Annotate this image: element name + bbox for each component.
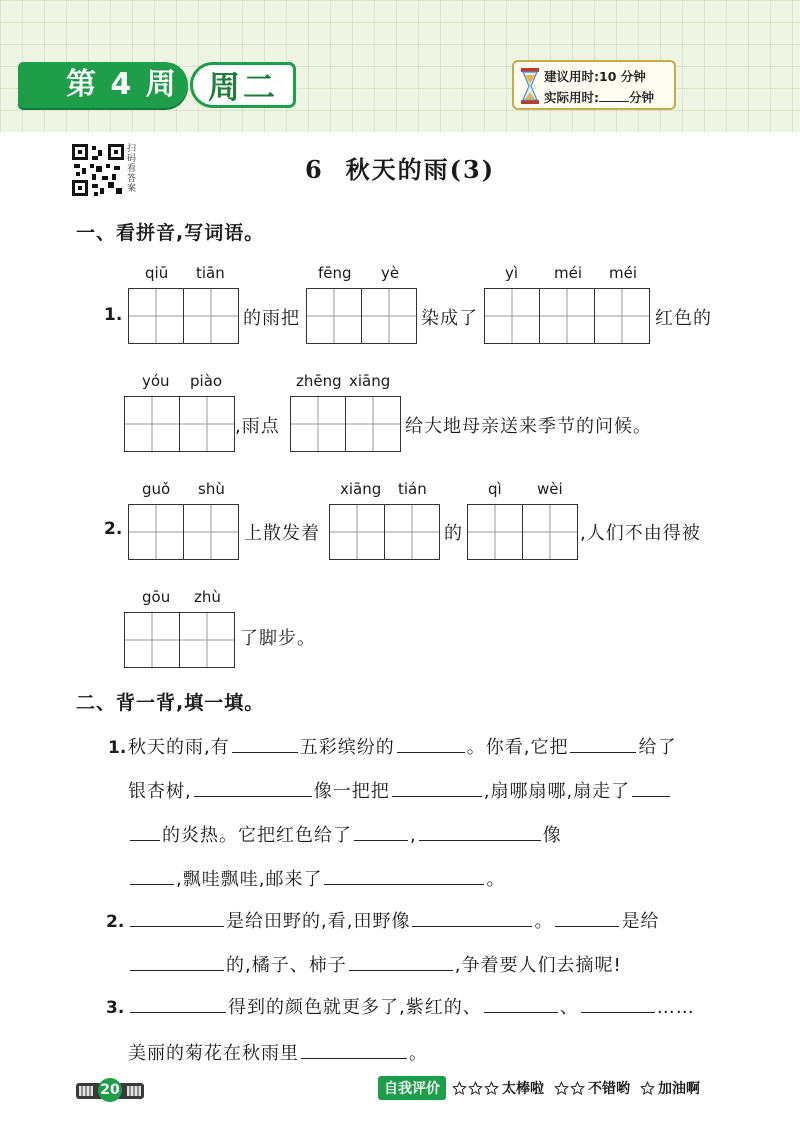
s2-q3-number: 3. <box>106 998 125 1018</box>
blank[interactable] <box>232 734 298 753</box>
pinyin-feng: fēng <box>318 264 352 282</box>
time-box <box>512 60 676 110</box>
s2-q2-number: 2. <box>106 912 125 932</box>
text-gei-dadi: 给大地母亲送来季节的问候。 <box>405 416 652 437</box>
day-label: 周二 <box>190 62 296 108</box>
blank[interactable] <box>581 994 655 1013</box>
pinyin-wei: wèi <box>537 480 563 498</box>
pinyin-zhu: zhù <box>194 588 221 606</box>
pinyin-xiang2: xiāng <box>340 480 382 498</box>
grid-qiutian[interactable] <box>128 288 239 344</box>
pinyin-guo: guǒ <box>142 480 171 498</box>
pinyin-you: yóu <box>142 372 170 390</box>
s2-q1-line3: 的炎热。它把红色给了 , 像 <box>128 822 562 848</box>
blank[interactable] <box>397 734 465 753</box>
pinyin-tian2: tián <box>398 480 427 498</box>
blank[interactable] <box>412 908 532 927</box>
star-icon[interactable] <box>484 1081 499 1096</box>
blank[interactable] <box>130 994 226 1013</box>
section1-title: 一、看拼音,写词语。 <box>76 222 265 244</box>
blank[interactable] <box>301 1040 407 1059</box>
s2-q1-number: 1. <box>108 738 127 758</box>
text-renmen: ,人们不由得被 <box>580 523 701 544</box>
blank[interactable] <box>130 866 174 885</box>
grid-yimeimei[interactable] <box>484 288 650 344</box>
pinyin-zheng: zhēng <box>296 372 342 390</box>
blank[interactable] <box>484 994 558 1013</box>
pinyin-qi: qì <box>488 480 502 498</box>
grid-guoshu[interactable] <box>128 504 239 560</box>
pinyin-yi: yì <box>505 264 519 282</box>
s2-q1-line2: 银杏树, 像一把把 ,扇哪扇哪,扇走了 <box>128 778 672 804</box>
grid-qiwei[interactable] <box>467 504 578 560</box>
rating-keep-going: 加油啊 <box>658 1081 700 1097</box>
grid-zhengxiang[interactable] <box>290 396 401 452</box>
text-de: 的 <box>444 523 463 544</box>
star-icon[interactable] <box>468 1081 483 1096</box>
pinyin-mei1: méi <box>554 264 583 282</box>
actual-time: 实际用时: 分钟 <box>544 90 655 105</box>
q2-number: 2. <box>104 519 123 539</box>
grid-fengye[interactable] <box>306 288 417 344</box>
text-shangsanfazhe: 上散发着 <box>244 523 320 544</box>
blank[interactable] <box>419 822 541 841</box>
star-icon[interactable] <box>554 1081 569 1096</box>
pinyin-gou: gōu <box>142 588 171 606</box>
pinyin-xiang: xiāng <box>349 372 391 390</box>
blank[interactable] <box>555 908 619 927</box>
text-lejiaobu: 了脚步。 <box>240 628 316 649</box>
blank[interactable] <box>130 822 160 841</box>
rating-great: 太棒啦 <box>502 1081 544 1097</box>
star-icon[interactable] <box>640 1081 655 1096</box>
pinyin-mei2: méi <box>609 264 638 282</box>
blank[interactable] <box>392 778 482 797</box>
grid-gouzhu[interactable] <box>124 612 235 668</box>
s2-q3-line2: 美丽的菊花在秋雨里 。 <box>128 1040 428 1066</box>
star-icon[interactable] <box>570 1081 585 1096</box>
star-icon[interactable] <box>452 1081 467 1096</box>
text-yudian: ,雨点 <box>235 416 280 437</box>
s2-q2-line2: 的,橘子、柿子 ,争着要人们去摘呢! <box>128 952 622 978</box>
grid-xiangtian[interactable] <box>329 504 440 560</box>
pinyin-qiu: qiū <box>145 264 169 282</box>
week-label: 第 4 周 <box>18 62 188 108</box>
eval-label: 自我评价 <box>378 1076 446 1100</box>
blank[interactable] <box>349 952 453 971</box>
lesson-title: 6 秋天的雨(3) <box>304 155 496 184</box>
blank[interactable] <box>324 866 484 885</box>
qr-caption: 扫码看答案 <box>127 144 137 194</box>
text-ranchengle: 染成了 <box>421 308 478 329</box>
blank[interactable] <box>632 778 670 797</box>
s2-q1-line1: 秋天的雨,有 五彩缤纷的 。你看,它把 给了 <box>128 734 676 760</box>
s2-q2-line1: 是给田野的,看,田野像 。 是给 <box>128 908 659 934</box>
blank[interactable] <box>354 822 408 841</box>
blank[interactable] <box>130 908 224 927</box>
grid-youpiao[interactable] <box>124 396 235 452</box>
text-deyuba: 的雨把 <box>243 308 300 329</box>
rating-good: 不错哟 <box>588 1081 630 1097</box>
pinyin-tian: tiān <box>196 264 225 282</box>
pinyin-piao: piào <box>190 372 223 390</box>
s2-q3-line1: 得到的颜色就更多了,紫红的、 、 …… <box>128 994 695 1020</box>
s2-q1-line4: ,飘哇飘哇,邮来了 。 <box>128 866 505 892</box>
pinyin-ye: yè <box>381 264 400 282</box>
blank[interactable] <box>570 734 636 753</box>
text-hongsede: 红色的 <box>655 308 712 329</box>
blank[interactable] <box>130 952 224 971</box>
hourglass-icon <box>520 67 540 105</box>
q1-number: 1. <box>104 305 123 325</box>
suggested-time: 建议用时:10 分钟 <box>544 69 646 84</box>
self-evaluation <box>378 1076 710 1100</box>
blank[interactable] <box>194 778 312 797</box>
page-number: 20 <box>98 1078 122 1102</box>
pinyin-shu: shù <box>198 480 225 498</box>
section2-title: 二、背一背,填一填。 <box>76 692 265 714</box>
